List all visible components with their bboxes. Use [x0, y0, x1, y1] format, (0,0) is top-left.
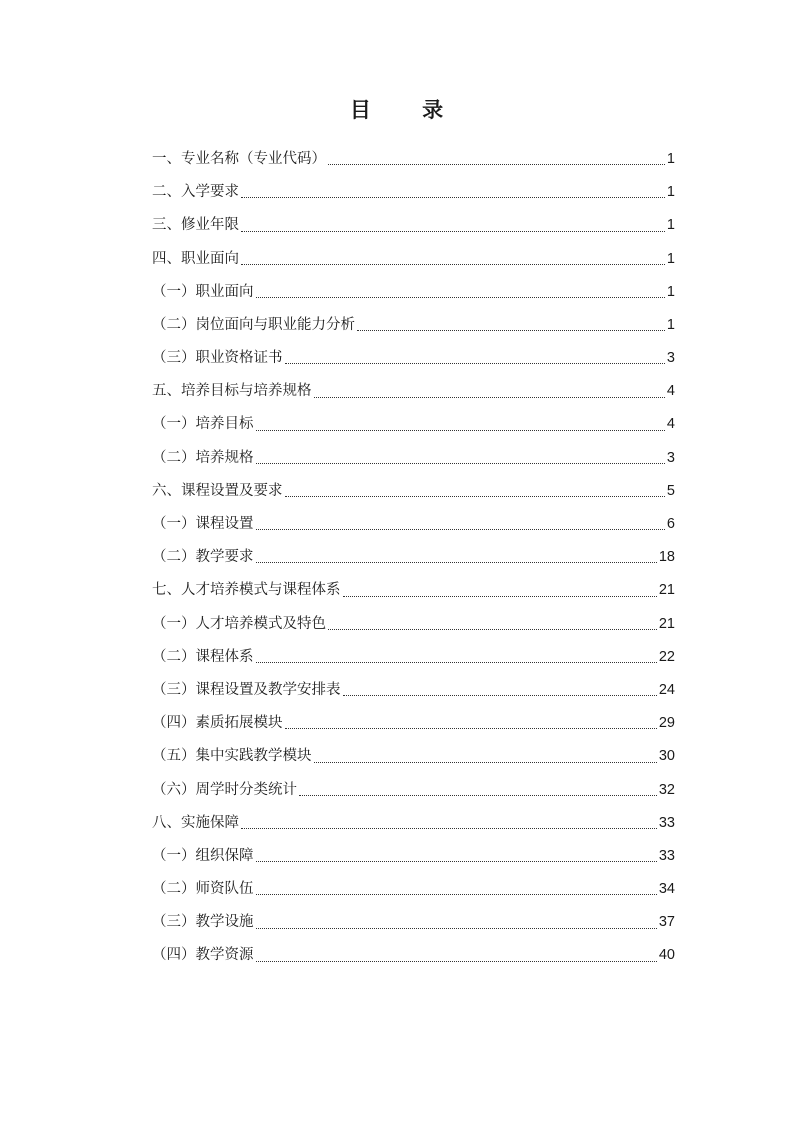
toc-entry-title: （一）培养目标: [152, 416, 254, 433]
toc-entry-title: 二、入学要求: [152, 184, 239, 201]
toc-leader-dots: [256, 662, 657, 663]
toc-leader-dots: [328, 629, 657, 630]
toc-entry-title: （一）课程设置: [152, 516, 254, 533]
toc-entry-title: 三、修业年限: [152, 217, 239, 234]
toc-entry-title: 四、职业面向: [152, 250, 239, 267]
toc-entry-title: （二）课程体系: [152, 648, 254, 665]
toc-leader-dots: [285, 363, 665, 364]
toc-leader-dots: [343, 695, 657, 696]
toc-entry-page-number: 18: [658, 549, 675, 566]
toc-entry-page-number: 1: [666, 217, 675, 234]
toc-leader-dots: [241, 264, 665, 265]
toc-leader-dots: [314, 762, 657, 763]
toc-entry-2[interactable]: [152, 176, 675, 209]
toc-leader-dots: [256, 430, 665, 431]
toc-entry-page-number: 6: [666, 516, 675, 533]
toc-entry-page-number: 5: [666, 482, 675, 499]
toc-entry-page-number: 30: [658, 748, 675, 765]
toc-entry-title: （五）集中实践教学模块: [152, 748, 312, 765]
toc-entry-title: （二）岗位面向与职业能力分析: [152, 316, 355, 333]
toc-entry-page-number: 24: [658, 681, 675, 698]
toc-leader-dots: [256, 961, 657, 962]
toc-leader-dots: [256, 894, 657, 895]
toc-entry-page-number: 1: [666, 184, 675, 201]
toc-entry-page-number: 4: [666, 416, 675, 433]
toc-entry-12[interactable]: [152, 508, 675, 541]
toc-entry-13[interactable]: [152, 541, 675, 574]
toc-entry-page-number: 1: [666, 283, 675, 300]
toc-entry-20[interactable]: [152, 774, 675, 807]
toc-entry-page-number: 3: [666, 350, 675, 367]
toc-leader-dots: [256, 861, 657, 862]
toc-entry-title: （三）课程设置及教学安排表: [152, 681, 341, 698]
toc-entry-page-number: 21: [658, 615, 675, 632]
toc-entry-title: （四）教学资源: [152, 947, 254, 964]
toc-leader-dots: [256, 297, 665, 298]
toc-entry-11[interactable]: [152, 475, 675, 508]
toc-entry-23[interactable]: [152, 873, 675, 906]
toc-entry-page-number: 29: [658, 715, 675, 732]
toc-entry-10[interactable]: [152, 442, 675, 475]
toc-entry-title: 八、实施保障: [152, 814, 239, 831]
toc-entry-title: （三）教学设施: [152, 914, 254, 931]
toc-entry-page-number: 1: [666, 316, 675, 333]
toc-entry-title: （二）师资队伍: [152, 881, 254, 898]
toc-leader-dots: [241, 828, 657, 829]
toc-entry-19[interactable]: [152, 740, 675, 773]
toc-entry-title: （六）周学时分类统计: [152, 781, 297, 798]
toc-entry-page-number: 37: [658, 914, 675, 931]
toc-entry-1[interactable]: [152, 143, 675, 176]
toc-entry-15[interactable]: [152, 608, 675, 641]
toc-leader-dots: [285, 496, 665, 497]
toc-entry-title: （一）人才培养模式及特色: [152, 615, 326, 632]
toc-entry-title: （三）职业资格证书: [152, 350, 283, 367]
toc-entry-page-number: 4: [666, 383, 675, 400]
toc-entry-24[interactable]: [152, 906, 675, 939]
toc-entry-page-number: 22: [658, 648, 675, 665]
toc-leader-dots: [328, 164, 665, 165]
toc-entry-5[interactable]: [152, 276, 675, 309]
toc-leader-dots: [256, 529, 665, 530]
toc-leader-dots: [256, 928, 657, 929]
toc-entry-title: 六、课程设置及要求: [152, 482, 283, 499]
toc-leader-dots: [256, 562, 657, 563]
toc-entry-16[interactable]: [152, 641, 675, 674]
toc-entry-title: （二）教学要求: [152, 549, 254, 566]
toc-leader-dots: [357, 330, 665, 331]
table-of-contents: [152, 143, 675, 973]
toc-entry-title: 五、培养目标与培养规格: [152, 383, 312, 400]
toc-entry-page-number: 34: [658, 881, 675, 898]
toc-entry-page-number: 33: [658, 814, 675, 831]
toc-entry-title: 七、人才培养模式与课程体系: [152, 582, 341, 599]
toc-entry-title: （一）组织保障: [152, 847, 254, 864]
toc-entry-page-number: 3: [666, 449, 675, 466]
toc-entry-3[interactable]: [152, 209, 675, 242]
toc-entry-17[interactable]: [152, 674, 675, 707]
toc-entry-21[interactable]: [152, 807, 675, 840]
toc-leader-dots: [256, 463, 665, 464]
toc-entry-title: （四）素质拓展模块: [152, 715, 283, 732]
toc-entry-page-number: 40: [658, 947, 675, 964]
toc-leader-dots: [314, 397, 665, 398]
toc-leader-dots: [343, 596, 657, 597]
toc-entry-page-number: 1: [666, 250, 675, 267]
toc-entry-8[interactable]: [152, 375, 675, 408]
toc-entry-25[interactable]: [152, 940, 675, 973]
toc-entry-title: 一、专业名称（专业代码）: [152, 150, 326, 167]
toc-leader-dots: [285, 728, 657, 729]
toc-entry-page-number: 32: [658, 781, 675, 798]
toc-entry-page-number: 33: [658, 847, 675, 864]
toc-leader-dots: [299, 795, 657, 796]
toc-entry-14[interactable]: [152, 574, 675, 607]
toc-entry-4[interactable]: [152, 243, 675, 276]
toc-entry-6[interactable]: [152, 309, 675, 342]
toc-leader-dots: [241, 231, 665, 232]
toc-leader-dots: [241, 197, 665, 198]
toc-entry-page-number: 1: [666, 150, 675, 167]
page-title: 目 录: [349, 98, 466, 122]
toc-entry-7[interactable]: [152, 342, 675, 375]
toc-entry-page-number: 21: [658, 582, 675, 599]
toc-entry-title: （二）培养规格: [152, 449, 254, 466]
toc-entry-22[interactable]: [152, 840, 675, 873]
toc-entry-title: （一）职业面向: [152, 283, 254, 300]
toc-entry-18[interactable]: [152, 707, 675, 740]
toc-entry-9[interactable]: [152, 409, 675, 442]
